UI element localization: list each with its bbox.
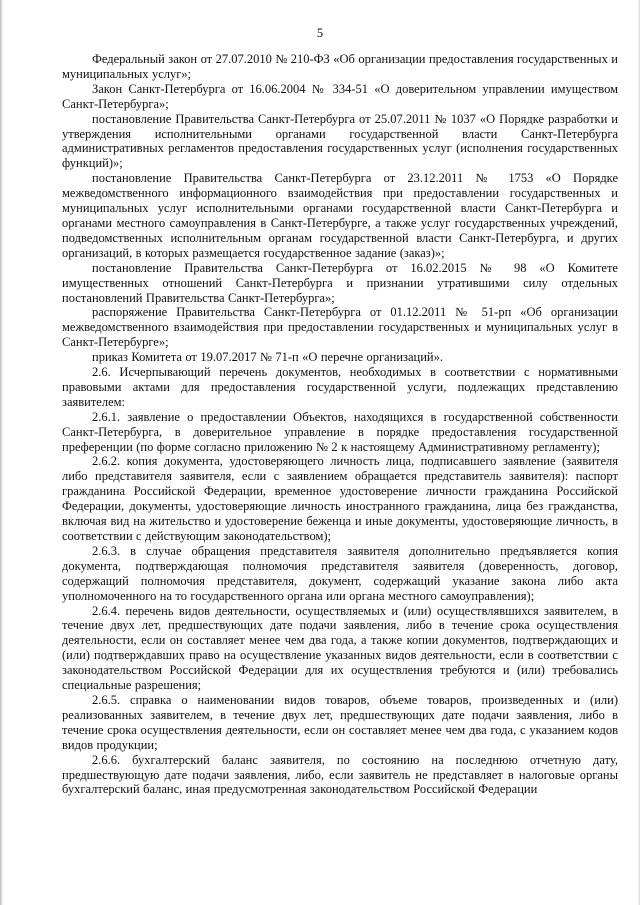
- paragraph-2-6-2: 2.6.2. копия документа, удостоверяющего личность лица, подписавшего заявление (заявителя либо представителя заявителя, если с заявлением обращается представитель заявителя): паспорт гражданина Российской Федерации, временное удостоверение личности гражданина Российской Федерации, документы, удостоверяющие личность иностранного гражданина, лица без гражданства, включая вид на жительство и удостоверение беженца и иные документы, удостоверяющие личность, в соответствии с действующим законодательством);: [62, 454, 618, 543]
- paragraph-2-6-3: 2.6.3. в случае обращения представителя заявителя дополнительно предъявляется копия документа, подтверждающая полномочия представителя заявителя (доверенность, договор, содержащий полномочия представителя, документ, содержащий указание закона либо акта уполномоченного на то государственного органа или органа местного самоуправления);: [62, 543, 618, 603]
- page-number: 5: [316, 26, 324, 40]
- paragraph-resolution-1037: постановление Правительства Санкт-Петербурга от 25.07.2011 № 1037 «О Порядке разработки и утверждения исполнительными органами государственной власти Санкт-Петербурга административных регламентов предоставления государственных услуг (исполнения государственных функций)»;: [62, 111, 618, 171]
- paragraph-order-51rp: распоряжение Правительства Санкт-Петербурга от 01.12.2011 № 51-рп «Об организации межведомственного взаимодействия при предоставлении государственных и муниципальных услуг в Санкт-Петербурге»;: [62, 305, 618, 350]
- scan-edge-left: [0, 0, 3, 905]
- paragraph-federal-law-210: Федеральный закон от 27.07.2010 № 210-ФЗ «Об организации предоставления государственных и муниципальных услуг»;: [62, 52, 618, 81]
- paragraph-section-2-6: 2.6. Исчерпывающий перечень документов, необходимых в соответствии с нормативными правовыми актами для предоставления государственной услуги, подлежащих представлению заявителем:: [62, 365, 618, 409]
- paragraph-resolution-98: постановление Правительства Санкт-Петербурга от 16.02.2015 № 98 «О Комитете имущественных отношений Санкт-Петербурга и признании утратившими силу отдельных постановлений Правительства Санкт-Петербурга»;: [62, 260, 618, 305]
- paragraph-resolution-1753: постановление Правительства Санкт-Петербурга от 23.12.2011 № 1753 «О Порядке межведомственного информационного взаимодействия при предоставлении государственных и муниципальных услуг исполнительными органами государственной власти Санкт-Петербурга и органами местного самоуправления в Санкт-Петербурге, а также услуг государственных учреждений, подведомственных исполнительным органам государственной власти Санкт-Петербурга, и других организаций, в которых размещается государственное задание (заказ)»;: [62, 171, 618, 260]
- paragraph-committee-order-71: приказ Комитета от 19.07.2017 № 71-п «О перечне организаций».: [92, 350, 443, 365]
- paragraph-2-6-1: 2.6.1. заявление о предоставлении Объектов, находящихся в государственной собственности Санкт-Петербурга, в доверительное управление в порядке предоставления государственной преференции (по форме согласно приложению № 2 к настоящему Административному регламенту);: [62, 409, 618, 454]
- paragraph-2-6-6: 2.6.6. бухгалтерский баланс заявителя, по состоянию на последнюю отчетную дату, предшествующую дате подачи заявления, либо, если заявитель не представляет в налоговые органы бухгалтерский баланс, иная предусмотренная законодательством Российской Федерации: [62, 752, 618, 797]
- paragraph-2-6-4: 2.6.4. перечень видов деятельности, осуществляемых и (или) осуществлявшихся заявителем, в течение двух лет, предшествующих дате подачи заявления, либо в течение срока осуществления деятельности, если он составляет менее чем два года, а также копии документов, подтверждающих и (или) подтверждавших право на осуществление указанных видов деятельности, если в соответствии с законодательством Российской Федерации для их осуществления требуются и (или) требовались специальные разрешения;: [62, 603, 618, 693]
- paragraph-2-6-5: 2.6.5. справка о наименовании видов товаров, объеме товаров, произведенных и (или) реализованных заявителем, в течение двух лет, предшествующих дате подачи заявления, либо в течение срока осуществления деятельности, если он составляет менее чем два года, с указанием кодов видов продукции;: [62, 692, 618, 752]
- paragraph-spb-law-334: Закон Санкт-Петербурга от 16.06.2004 № 334-51 «О доверительном управлении имуществом Санкт-Петербурга»;: [62, 81, 618, 111]
- document-body: [62, 52, 618, 797]
